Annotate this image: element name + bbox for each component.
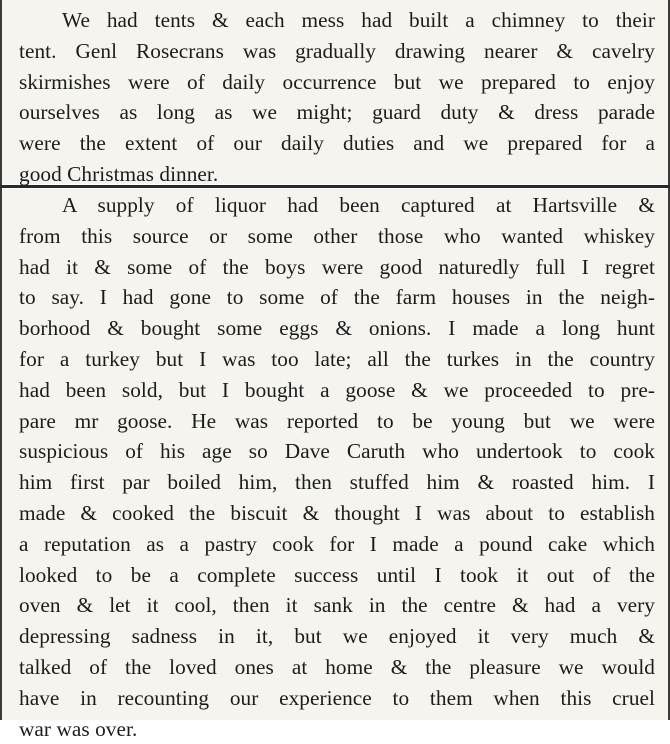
text-line: suspicious of his age so Dave Caruth who undertook to cook bbox=[19, 439, 655, 464]
text-line: made & cooked the biscuit & thought I was about to establish bbox=[19, 500, 655, 525]
text-line: borhood & bought some eggs & onions. I made a long hunt bbox=[19, 316, 655, 341]
text-line: pare mr goose. He was reported to be young but we were bbox=[19, 408, 655, 433]
text-line: looked to be a complete success until I took it out of the bbox=[19, 562, 655, 587]
text-line: a reputation as a pastry cook for I made a pound cake which bbox=[19, 531, 655, 556]
text-line: A supply of liquor had been captured at Hartsville & bbox=[62, 193, 655, 217]
text-line: for a turkey but I was too late; all the turkes in the country bbox=[19, 346, 655, 371]
text-line: him first par boiled him, then stuffed him & roasted him. I bbox=[19, 470, 655, 495]
text-line: tent. Genl Rosecrans was gradually drawing nearer & cavelry bbox=[19, 38, 655, 63]
text-line: from this source or some other those who wanted whiskey bbox=[19, 223, 655, 248]
paragraph-2 bbox=[19, 190, 655, 744]
text-line: to say. I had gone to some of the farm houses in the neigh- bbox=[19, 285, 655, 310]
left-border bbox=[0, 0, 2, 720]
text-line: good Christmas dinner. bbox=[19, 161, 219, 186]
text-line: oven & let it cool, then it sank in the centre & had a very bbox=[19, 593, 655, 618]
text-line: depressing sadness in it, but we enjoyed it very much & bbox=[19, 624, 655, 649]
text-line: were the extent of our daily duties and we prepared for a bbox=[19, 131, 655, 156]
text-line: had it & some of the boys were good naturedly full I regret bbox=[19, 254, 655, 279]
text-line: have in recounting our experience to them when this cruel bbox=[19, 685, 655, 710]
text-line: skirmishes were of daily occurrence but we prepared to enjoy bbox=[19, 69, 655, 94]
text-line: ourselves as long as we might; guard duty & dress parade bbox=[19, 100, 655, 125]
text-line: war was over. bbox=[19, 716, 138, 741]
text-line: talked of the loved ones at home & the pleasure we would bbox=[19, 654, 655, 679]
text-line: had been sold, but I bought a goose & we proceeded to pre- bbox=[19, 377, 655, 402]
text-line: We had tents & each mess had built a chimney to their bbox=[62, 8, 655, 32]
paragraph-1 bbox=[19, 5, 655, 190]
